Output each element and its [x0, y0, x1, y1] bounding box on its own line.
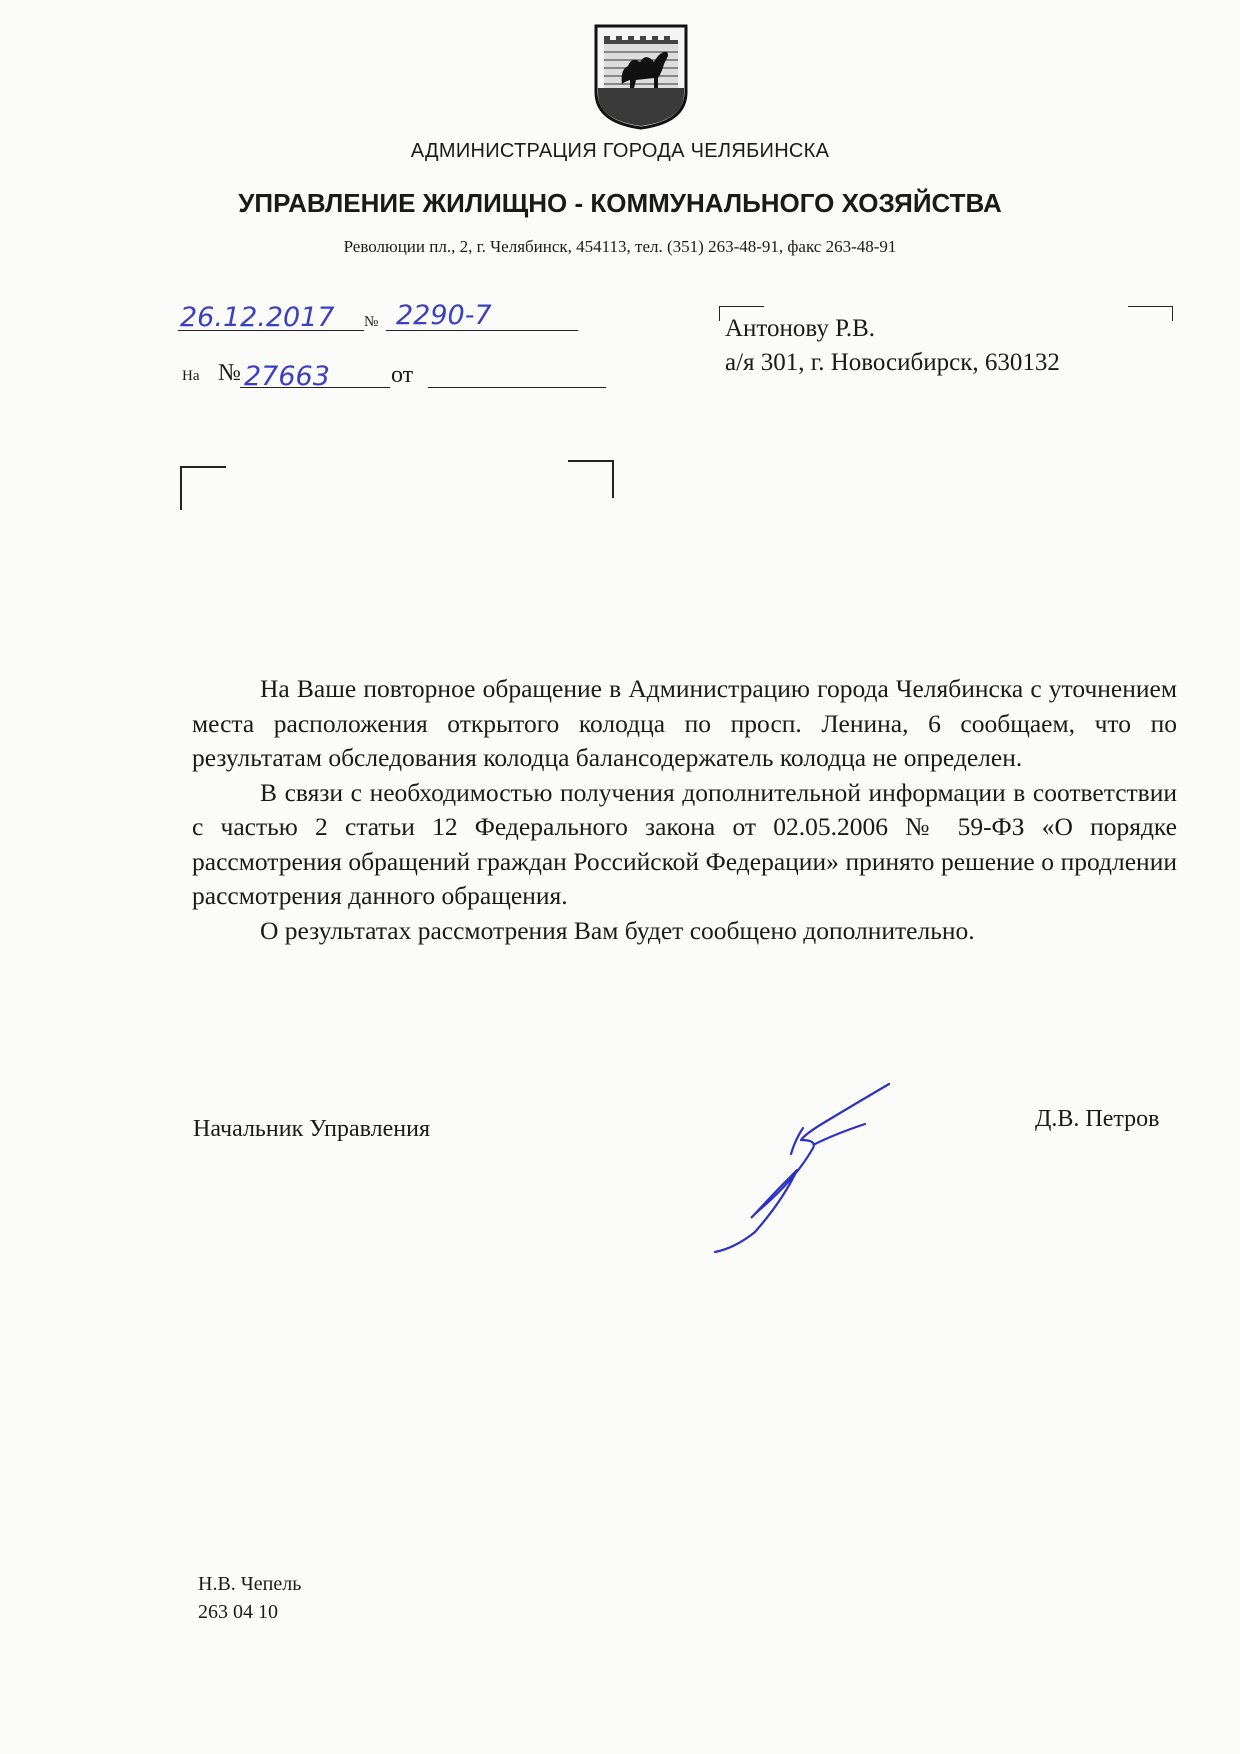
date-underline — [178, 330, 364, 331]
executor-block — [198, 1570, 301, 1626]
signatory-name: Д.В. Петров — [1035, 1106, 1160, 1132]
department-address: Революции пл., 2, г. Челябинск, 454113, тел. (351) 263-48-91, факс 263-48-91 — [343, 237, 897, 256]
recipient-name: Антонову Р.В. — [725, 315, 876, 342]
recipient-address: а/я 301, г. Новосибирск, 630132 — [725, 349, 1060, 376]
in-reply-number-underline — [240, 387, 390, 388]
from-label: от — [391, 362, 414, 388]
in-reply-label: На — [182, 368, 200, 384]
in-reply-number-symbol: № — [218, 360, 241, 386]
signatory-title: Начальник Управления — [193, 1116, 430, 1142]
department-title: УПРАВЛЕНИЕ ЖИЛИЩНО - КОММУНАЛЬНОГО ХОЗЯЙСТВА — [238, 188, 1002, 218]
body-paragraph: О результатах рассмотрения Вам будет сообщено дополнительно. — [260, 915, 975, 945]
letter-body — [192, 672, 1177, 948]
number-label: № — [364, 314, 379, 330]
body-paragraph: На Ваше повторное обращение в Администрацию города Челябинска с уточнением места расположения открытого колодца по просп. Ленина, 6 сообщаем, что по результатам обследования колодца балансодержатель колодца не определен. — [192, 674, 1177, 772]
subject-corner-right — [568, 460, 614, 498]
body-paragraph: В связи с необходимостью получения дополнительной информации в соответствии с частью 2 статьи 12 Федерального закона от 02.05.2006 № 59-ФЗ «О порядке рассмотрения обращений граждан Российской Федерации» принято решение о продлении рассмотрения данного обращения. — [192, 777, 1177, 910]
number-underline — [386, 330, 578, 331]
executor-name: Н.В. Чепель — [198, 1573, 302, 1595]
administration-name: АДМИНИСТРАЦИЯ ГОРОДА ЧЕЛЯБИНСКА — [410, 140, 830, 162]
handwritten-signature — [705, 1080, 895, 1255]
recipient-block — [725, 312, 1060, 380]
in-reply-number: 27663 — [244, 361, 330, 392]
subject-corner-left — [180, 466, 226, 510]
executor-phone: 263 04 10 — [198, 1601, 278, 1623]
outgoing-number: 2290-7 — [396, 300, 492, 331]
from-date-underline — [428, 387, 606, 388]
recipient-corner-right — [1128, 306, 1173, 321]
coat-of-arms-icon — [592, 22, 690, 130]
outgoing-date: 26.12.2017 — [180, 302, 335, 333]
